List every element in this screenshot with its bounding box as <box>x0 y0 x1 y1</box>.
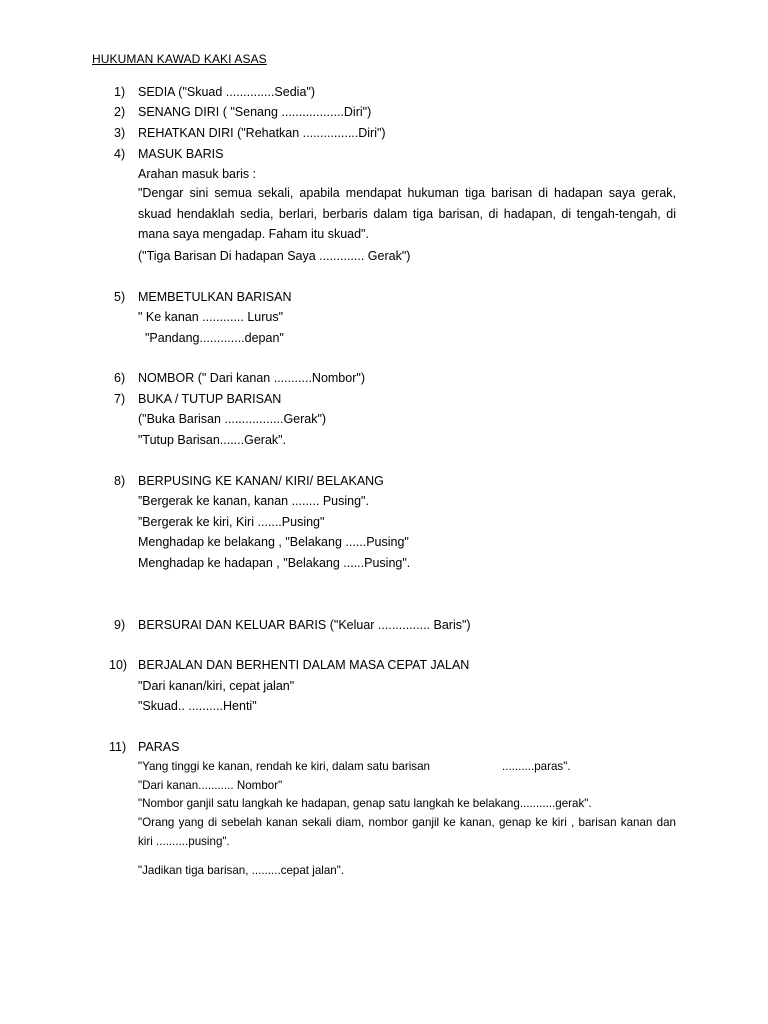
item-line: Arahan masuk baris : <box>138 167 257 181</box>
item-line: ”Bergerak ke kiri, Kiri .......Pusing" <box>138 515 325 529</box>
item-number: 3) <box>114 126 126 140</box>
item-line: Menghadap ke belakang , "Belakang ......Pusing" <box>138 535 409 549</box>
item-line: "Tutup Barisan.......Gerak". <box>138 433 287 447</box>
item-number: 6) <box>114 371 126 385</box>
item-heading: PARAS <box>138 740 180 754</box>
item-line: "Skuad.. ..........Henti" <box>138 699 257 713</box>
item-line: ”Bergerak ke kanan, kanan ........ Pusing". <box>138 494 369 508</box>
item-line: "Yang tinggi ke kanan, rendah ke kiri, dalam satu barisan <box>138 760 430 773</box>
item-paragraph: "Dengar sini semua sekali, apabila mendapat hukuman tiga barisan di hadapan saya gerak, skuad hendaklah sedia, berlari, berbaris dalam tiga barisan, di hadapan, di tengah-tengah, di mana saya mengadap. Faham itu skuad". <box>138 186 676 241</box>
document-title: HUKUMAN KAWAD KAKI ASAS <box>92 52 267 66</box>
item-heading: BERJALAN DAN BERHENTI DALAM MASA CEPAT JALAN <box>138 658 470 672</box>
item-heading: BERSURAI DAN KELUAR BARIS ("Keluar ............... Baris") <box>138 618 471 632</box>
item-line: "Pandang.............depan" <box>145 331 284 345</box>
item-line: " Ke kanan ............ Lurus" <box>138 310 284 324</box>
item-number: 10) <box>109 658 128 672</box>
item-line: "Jadikan tiga barisan, .........cepat jalan". <box>138 864 345 877</box>
item-number: 9) <box>114 618 126 632</box>
item-line: Menghadap ke hadapan , "Belakang ......Pusing". <box>138 556 411 570</box>
item-line: "Dari kanan/kiri, cepat jalan" <box>138 679 295 693</box>
item-number: 7) <box>114 392 126 406</box>
item-number: 11) <box>109 740 127 754</box>
item-heading: REHATKAN DIRI ("Rehatkan ................Diri") <box>138 126 386 140</box>
item-heading: MEMBETULKAN BARISAN <box>138 290 292 304</box>
item-number: 4) <box>114 147 126 161</box>
item-number: 1) <box>114 85 126 99</box>
item-heading: MASUK BARIS <box>138 147 224 161</box>
item-line: ..........paras". <box>502 760 571 773</box>
item-paragraph: "Orang yang di sebelah kanan sekali diam, nombor ganjil ke kanan, genap ke kiri , barisan kanan dan kiri ..........pusing". <box>138 816 676 848</box>
item-heading: BUKA / TUTUP BARISAN <box>138 392 282 406</box>
item-heading: NOMBOR (" Dari kanan ...........Nombor") <box>138 371 365 385</box>
item-line: "Nombor ganjil satu langkah ke hadapan, genap satu langkah ke belakang...........gerak". <box>138 797 592 810</box>
item-line: ("Buka Barisan .................Gerak") <box>138 412 327 426</box>
item-number: 8) <box>114 474 126 488</box>
item-line: ("Tiga Barisan Di hadapan Saya ............. Gerak") <box>138 249 411 263</box>
item-line: "Dari kanan........... Nombor" <box>138 779 283 792</box>
item-number: 5) <box>114 290 126 304</box>
item-heading: SEDIA ("Skuad ..............Sedia") <box>138 85 316 99</box>
item-heading: BERPUSING KE KANAN/ KIRI/ BELAKANG <box>138 474 384 488</box>
item-number: 2) <box>114 105 126 119</box>
item-heading: SENANG DIRI ( "Senang ..................Diri") <box>138 105 372 119</box>
